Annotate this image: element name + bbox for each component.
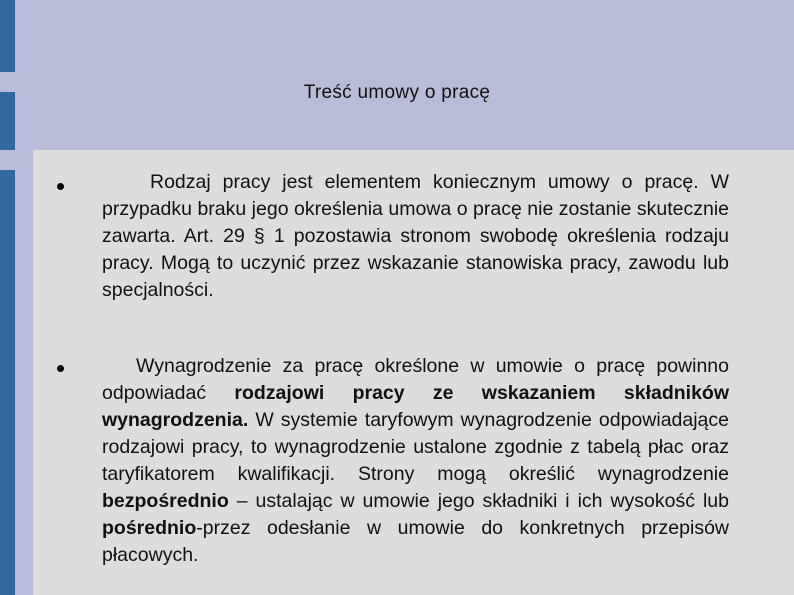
slide-title	[0, 82, 794, 104]
bullet-2-text-part-4: -przez odesłanie w umowie do konkretnych przepisów płacowych.	[102, 517, 729, 566]
bullet-dot-icon	[57, 183, 64, 190]
bullet-2-bold-phrase: rodzajowi pracy ze wskazaniem składników wynagrodzenia.	[102, 382, 729, 431]
bullet-2-text-part-3: – ustalając w umowie jego składniki i ich wysokość lub	[228, 490, 729, 512]
bullet-2-text-part-1: Wynagrodzenie za pracę określone w umowie o pracę powinno odpowiadać	[102, 355, 729, 404]
bullet-2-bold-direct: bezpośrednio	[102, 490, 229, 512]
slide-title-text: Treść umowy o pracę	[303, 82, 491, 103]
bullet-2-text-part-2: W systemie taryfowym wynagrodzenie odpowiadające rodzajowi pracy, to wynagrodzenie ustalone zgodnie z tabelą płac oraz taryfikatorem kwalifikacji. Strony mogą określić wynagrodzenie	[102, 409, 729, 485]
accent-bar-bottom	[0, 170, 15, 595]
content-panel	[33, 150, 794, 595]
bullet-2-bold-indirect: pośrednio	[102, 517, 197, 539]
accent-bar-top	[0, 0, 15, 72]
bullet-dot-icon	[57, 365, 64, 372]
bullet-paragraph-1	[102, 169, 729, 304]
bullet-paragraph-2	[102, 353, 729, 569]
bullet-1-text: Rodzaj pracy jest elementem koniecznym umowy o pracę. W przypadku braku jego określenia umowa o pracę nie zostanie skutecznie zawarta. Art. 29 § 1 pozostawia stronom swobodę określenia rodzaju pracy. Mogą to uczynić przez wskazanie stanowiska pracy, zawodu lub specjalności.	[102, 171, 729, 301]
